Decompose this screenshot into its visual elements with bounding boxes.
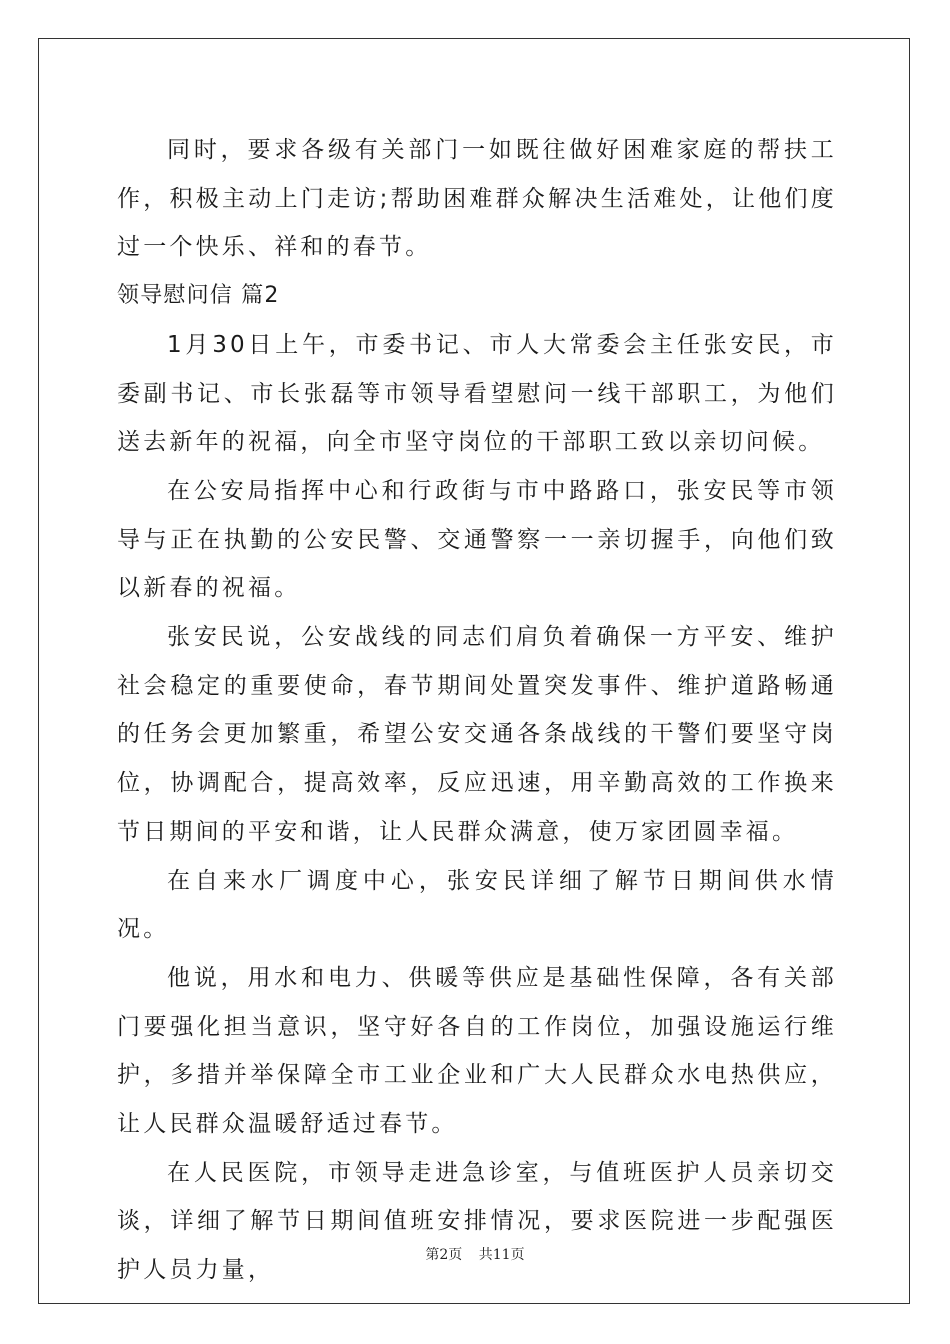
paragraph: 张安民说，公安战线的同志们肩负着确保一方平安、维护社会稳定的重要使命，春节期间处置突发事件、维护道路畅通的任务会更加繁重，希望公安交通各条战线的干警们要坚守岗位，协调配合，提高效率，反应迅速，用辛勤高效的工作换来节日期间的平安和谐，让人民群众满意，使万家团圆幸福。 [117, 624, 837, 845]
paragraph: 在人民医院，市领导走进急诊室，与值班医护人员亲切交谈，详细了解节日期间值班安排情况，要求医院进一步配强医护人员力量， [117, 1159, 837, 1284]
paragraph: 在自来水厂调度中心，张安民详细了解节日期间供水情况。 [117, 867, 837, 943]
section-heading: 领导慰问信 篇2 [117, 283, 280, 309]
paragraph: 同时，要求各级有关部门一如既往做好困难家庭的帮扶工作，积极主动上门走访;帮助困难群众解决生活难处，让他们度过一个快乐、祥和的春节。 [117, 137, 837, 261]
page-total: 共11页 [478, 1247, 525, 1263]
paragraph: 1月30日上午，市委书记、市人大常委会主任张安民，市委副书记、市长张磊等市领导看望慰问一线干部职工，为他们送去新年的祝福，向全市坚守岗位的干部职工致以亲切问候。 [117, 331, 837, 456]
paragraph: 在公安局指挥中心和行政街与市中路路口，张安民等市领导与正在执勤的公安民警、交通警察一一亲切握手，向他们致以新春的祝福。 [117, 477, 837, 602]
page-number: 第2页 [425, 1247, 463, 1263]
page-footer [0, 1244, 950, 1264]
document-body [117, 126, 837, 1295]
paragraph: 他说，用水和电力、供暖等供应是基础性保障，各有关部门要强化担当意识，坚守好各自的工作岗位，加强设施运行维护，多措并举保障全市工业企业和广大人民群众水电热供应，让人民群众温暖舒适过春节。 [117, 964, 837, 1138]
